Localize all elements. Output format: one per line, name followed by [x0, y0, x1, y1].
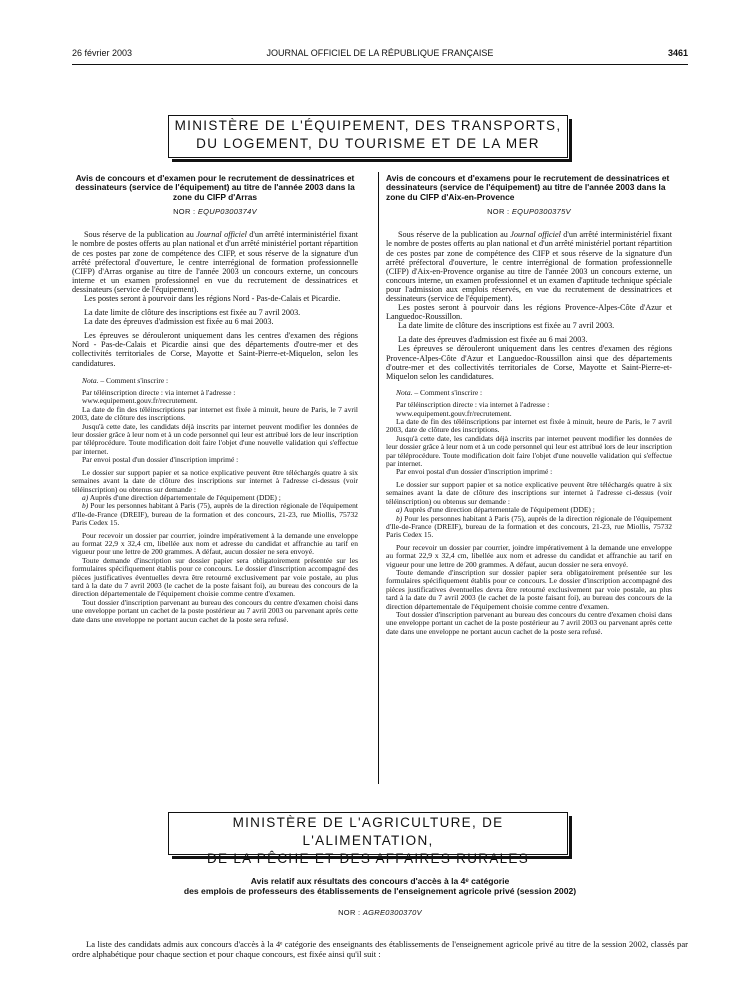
nota-line: La date de fin des téléinscriptions par internet est fixée à minuit, heure de Paris, le 7 avril 2003, date de clôture des inscriptions. [72, 404, 358, 423]
nota-line: Jusqu'à cette date, les candidats déjà inscrits par internet peuvent modifier les données de leur dossier grâce à leur nom et à un code personnel qui leur est attribué lors de leur inscription par téléprocédure. Toute modification doit faire l'objet d'une nouvelle validation qui s'effectue par internet. [72, 421, 358, 456]
nota-line: Toute demande d'inscription sur dossier papier sera obligatoirement présentée sur les formulaires spécifiquement établis pour ce concours. Le dossier d'inscription accompagné des pièces justificatives éventuelles devra être retourné exclusivement par voie postale, au plus tard à la date du 7 avril 2003 (le cachet de la poste faisant foi), au bureau des concours de la direction départementale de l'équipement choisie comme centre d'examen. [72, 555, 358, 599]
header-date: 26 février 2003 [72, 48, 133, 58]
ministry-equipement-box [168, 115, 568, 158]
nota-line: Le dossier sur support papier et sa notice explicative peuvent être téléchargés quatre à six semaines avant la date de clôture des inscriptions sur internet à l'adresse ci-dessus (voir téléinscription) ou obtenus sur demande : [72, 467, 358, 494]
paragraph: La date des épreuves d'admission est fixée au 6 mai 2003. [84, 317, 274, 327]
nor-label: NOR : [487, 207, 510, 217]
nor-label: NOR : [338, 908, 361, 917]
header-journal-title: JOURNAL OFFICIEL DE LA RÉPUBLIQUE FRANÇAISE [266, 48, 494, 58]
notice-aix-en-provence [386, 174, 672, 636]
ministry-agriculture-line1: MINISTÈRE DE L'AGRICULTURE, DE L'ALIMENTATION, [232, 815, 504, 848]
nota-line: Jusqu'à cette date, les candidats déjà inscrits par internet peuvent modifier les données de leur dossier grâce à leur nom et à un code personnel qui leur est attribué lors de leur inscription par téléprocédure. Toute modification doit faire l'objet d'une nouvelle validation qui s'effectue par internet. [386, 433, 672, 469]
notice-agriculture-nor [72, 908, 688, 917]
nota-line: Par téléinscription directe : via internet à l'adresse : [396, 400, 550, 410]
notice-arras-title: Avis de concours et d'examen pour le recrutement de dessinatrices et dessinateurs (service de l'équipement) au titre de l'année 2003 dans la zone du CIFP d'Arras [75, 173, 355, 202]
paragraph: Les postes seront à pourvoir dans les régions Nord - Pas-de-Calais et Picardie. [84, 293, 341, 303]
header-page-number: 3461 [667, 48, 688, 58]
paragraph: Les épreuves se dérouleront uniquement dans les centres d'examen des régions Nord - Pas-de-Calais et Picardie ainsi que des départements d'outre-mer et des collectivités territoriales de Corse, Mayotte et Saint-Pierre-et-Miquelon, selon les candidatures. [72, 331, 358, 368]
ministry-agriculture-box [168, 812, 568, 866]
nota-line: Pour recevoir un dossier par courrier, joindre impérativement à la demande une enveloppe au format 22,9 x 32,4 cm, libellée aux nom et adresse du candidat et affranchie au tarif en vigueur pour une lettre de 200 grammes. A défaut, aucun dossier ne sera envoyé. [72, 530, 358, 557]
nota-line: Pour recevoir un dossier par courrier, joindre impérativement à la demande une enveloppe au format 22,9 x 32,4 cm, libellée aux nom et adresse du candidat et affranchie au tarif en vigueur pour une lettre de 200 grammes. A défaut, aucun dossier ne sera envoyé. [386, 542, 672, 569]
nota-line: b) Pour les personnes habitant à Paris (75), auprès de la direction régionale de l'équipement d'Ile-de-France (DREIF), bureau de la formation et des concours, 21-23, rue Miollis, 75732 Paris Cedex 15. [72, 501, 359, 528]
nor-value: EQUP0300374V [197, 207, 257, 217]
paragraph: Les postes seront à pourvoir dans les régions Provence-Alpes-Côte d'Azur et Languedoc-Roussillon. [386, 303, 672, 322]
nor-value: EQUP0300375V [511, 207, 571, 217]
nota-line: Tout dossier d'inscription parvenant au bureau des concours du centre d'examen choisi dans une enveloppe portant un cachet de la poste postérieur au 7 avril 2003 ou parvenant après cette date dans une enveloppe ne portant aucun cachet de la poste sera refusé. [72, 597, 358, 624]
nota-line: Par téléinscription directe : via internet à l'adresse : [82, 388, 236, 398]
nota-heading: Nota. – Comment s'inscrire : [396, 387, 483, 397]
nota-line: a) Auprès d'une direction départementale de l'équipement (DDE) ; [82, 492, 281, 502]
paragraph: Les épreuves se dérouleront uniquement dans les centres d'examen des régions Provence-Alpes-Côte d'Azur et Languedoc-Roussillon ainsi que des départements d'outre-mer et des collectivités territoriales de Corse, Mayotte et Saint-Pierre-et-Miquelon selon les candidatures. [386, 344, 672, 381]
paragraph: La date des épreuves d'admission est fixée au 6 mai 2003. [398, 335, 588, 345]
notice-agriculture-paragraph: La liste des candidats admis aux concours d'accès à la 4ᵉ catégorie des enseignants des établissements de l'enseignement agricole privé au titre de la session 2002, classés par ordre alphabétique pour chaque section et pour chaque concours, est fixée ainsi qu'il suit : [72, 939, 688, 959]
nota-line: Tout dossier d'inscription parvenant au bureau des concours du centre d'examen choisi dans une enveloppe portant un cachet de la poste postérieur au 7 avril 2003 ou parvenant après cette date dans une enveloppe ne portant aucun cachet de la poste sera refusé. [386, 609, 672, 636]
nota-line: Par envoi postal d'un dossier d'inscription imprimé : [82, 455, 239, 465]
ministry-equipement-line2: DU LOGEMENT, DU TOURISME ET DE LA MER [196, 136, 540, 151]
nota-line: Par envoi postal d'un dossier d'inscription imprimé : [396, 467, 553, 477]
nota-line: Toute demande d'inscription sur dossier papier sera obligatoirement présentée sur les formulaires spécifiquement établis pour ce concours. Le dossier d'inscription accompagné des pièces justificatives éventuelles devra être retourné exclusivement par voie postale, au plus tard à la date du 7 avril 2003 (le cachet de la poste faisant foi), au bureau des concours de la direction départementale de l'équipement choisie comme centre d'examen. [386, 567, 672, 611]
nota-line: Le dossier sur support papier et sa notice explicative peuvent être téléchargés quatre à six semaines avant la date de clôture des inscriptions sur internet à l'adresse ci-dessus (voir téléinscription) ou obtenus sur demande : [386, 479, 672, 506]
notice-arras-nor [72, 207, 358, 216]
paragraph: La date limite de clôture des inscriptions est fixée au 7 avril 2003. [84, 308, 301, 318]
column-divider [378, 172, 379, 784]
nor-label: NOR : [173, 207, 196, 217]
notice-arras-nota [72, 377, 358, 624]
nota-line: b) Pour les personnes habitant à Paris (75), auprès de la direction régionale de l'équipement d'Ile-de-France (DREIF), bureau de la formation et des concours, 21-23, rue Miollis, 75732 Paris Cedex 15. [386, 513, 673, 540]
notice-arras [72, 174, 358, 624]
nota-line: a) Auprès d'une direction départementale de l'équipement (DDE) ; [396, 505, 595, 515]
nor-value: AGRE0300370V [362, 908, 422, 917]
ministry-agriculture-line2: DE LA PÊCHE ET DES AFFAIRES RURALES [206, 851, 530, 866]
notice-aix-nota [386, 389, 672, 636]
paragraph: La date limite de clôture des inscriptions est fixée au 7 avril 2003. [398, 321, 615, 331]
nota-url: www.equipement.gouv.fr/recrutement. [82, 396, 198, 406]
nota-heading: Nota. – Comment s'inscrire : [82, 375, 169, 385]
header-rule [72, 64, 688, 65]
nota-url: www.equipement.gouv.fr/recrutement. [396, 408, 512, 418]
nota-line: La date de fin des téléinscriptions par internet est fixée à minuit, heure de Paris, le 7 avril 2003, date de clôture des inscriptions. [386, 417, 672, 435]
paragraph: Sous réserve de la publication au Journal officiel d'un arrêté interministériel fixant le nombre de postes offerts au plan national et d'un arrêté ministériel portant répartition de ces postes par zone de compétence des CIFP et sous réserve de la signature d'un arrêté préfectoral d'ouverture, le centre interrégional de formation professionnelle (CIFP) d'Aix-en-Provence organise au titre de l'année 2003 un concours externe, un concours interne, un examen professionnel et un examen d'aptitude technique spéciale pour l'admission aux emplois réservés, en vue du recrutement de dessinatrices et dessinateurs (service de l'équipement). [386, 230, 673, 303]
ministry-equipement-line1: MINISTÈRE DE L'ÉQUIPEMENT, DES TRANSPORTS, [174, 118, 562, 133]
paragraph: Sous réserve de la publication au Journal officiel d'un arrêté interministériel fixant le nombre de postes offerts au plan national et d'un arrêté ministériel portant répartition de ces postes par zone de compétence des CIFP, et sous réserve de la signature d'un arrêté préfectoral d'ouverture, le centre interrégional de formation professionnelle (CIFP) d'Arras organise au titre de l'année 2003 un concours externe, un concours interne et un examen professionnel en vue du recrutement de dessinatrices et dessinateurs (service de l'équipement). [72, 230, 359, 294]
notice-aix-title: Avis de concours et d'examens pour le recrutement de dessinatrices et dessinateurs (service de l'équipement) au titre de l'année 2003 dans la zone du CIFP d'Aix-en-Provence [386, 173, 670, 202]
notice-agriculture-title: Avis relatif aux résultats des concours d'accès à la 4ᵉ catégorie des emplois de professeurs des établissements de l'enseignement agricole privé (session 2002) [183, 876, 577, 896]
notice-aix-nor [386, 207, 672, 216]
page-header [72, 48, 688, 62]
